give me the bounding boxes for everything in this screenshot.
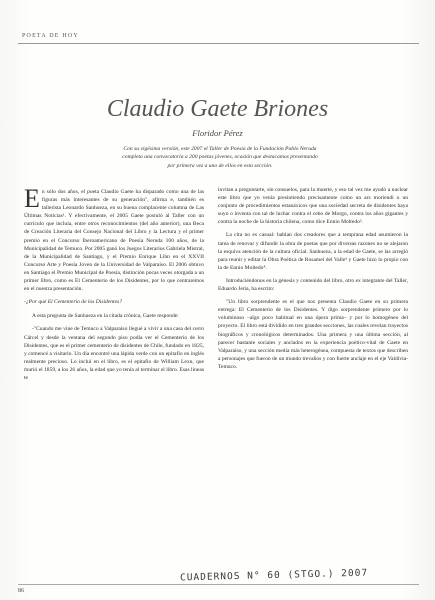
paragraph: -"Cuando me vine de Temuco a Valparaíso llegué a vivir a una casa del cerro Cárcel y desde la ventana del segundo piso podía ver el Cementerio de los Disidentes, que es el primer cementerio de disidentes de Chile, fundado en 1825, y comencé a visitarlo. Un día encontré una lápida verde con un epitafio en inglés realmente precioso. Lo incluí en el libro, es el epitafio de William Lexn, que murió el 1859, a los 26 años, la edad que yo tenía al terminar el libro. Esas lineas te — [24, 326, 204, 381]
section-header: POETA DE HOY — [22, 33, 79, 39]
left-column — [24, 184, 204, 387]
paragraph: "Un libro sorprendente es el que nos presenta Claudio Gaete en su primera entrega: El Cementerio de los Disidentes. Y digo sorprendente primero por lo voluminoso –algo poco habitual en una ópera prima– y por lo homogéneo del proyecto. El libro está dividido en tres grandes secciones, las cuales revelan trayectos biográficos y cronológicos determinados. Una primera y una última sección, al parecer bastante sociales y anclados en la experiencia poético-vital de Gaete en Valparaíso, y una sección media más heterogénea, compuesta de textos que describen a personajes que fueron de un mundo trevaños y con fuerte anclaje en el eje Valdivia-Temuco. — [218, 299, 408, 370]
article-title: Claudio Gaete Briones — [106, 96, 329, 122]
paragraph — [24, 184, 204, 293]
header-divider — [18, 43, 419, 44]
question: -¿Por qué El Cementerio de los Disidentes? — [24, 299, 122, 306]
paragraph: Introduciéndonos en la génesis y contenido del libro, otro ex integrante del Taller, Eduardo Jeria, ha escrito: — [218, 277, 408, 293]
paragraph: invitan a preguntarte, sin consuelos, para la muerte, y eso tal vez me ayudó a nuclear este libro que yo venía presintiendo precisamente como un ars moriendi o un conjunto de procedimientos estanáxicos que una sociedad secreta de disidentes haya suyo o inventa con tal de luchar contra el cebo de Morgo, contra los años gigantes y contra la noche de la historia chilena, como dice Ennio Moltedo². — [218, 187, 408, 226]
paragraph: A esta pregunta de Sanhueza en la citada crónica, Gaete responde: — [32, 313, 179, 320]
paragraph: La cita no es casual: hablan dos creadores que a temprana edad asumieron la tarea de renovar y difundir la obra de poetas que por diversas razones no se alejaron la esquiva atención de la cultura oficial. Sanhueza, a la edad de Gaete, se las arregló para reunir y editar la Obra Poética de Rosamel del Valle³ y Gaete hizo lo propio con la de Ennio Moltedo⁴. — [218, 232, 408, 271]
right-column — [218, 186, 408, 376]
page-number: 86 — [18, 588, 24, 594]
article-author: Floridor Pérez — [192, 128, 243, 138]
drop-cap: E — [24, 184, 40, 213]
article-intro: Con su vigésima versión, este 2007 el Taller de Poesía de la Fundación Pablo Neruda completa una convocatoria a 200 poetas jóvenes, ocasión que destacamos presentando por primera vez a uno de ellos en esta sección. — [122, 146, 318, 169]
footer-divider — [18, 584, 419, 585]
paragraph-text: n sólo dos años, el poeta Claudio Gaete ha disparado como una de las figuras más interesantes de su generación", afirma e, también es tallerista Leonardo Sanhueza, en su buena complacente columna de Las Últimas Noticias¹. Y efectivamente, el 2005 Gaete postuló al Taller con un currículo que incluía, entre otros reconocimientos (del año anterior), una Beca de Creación Literaria del Consejo Nacional del Libro y la Lectura y el primer premio en el Concurso Iberoamericano de Poesía Neruda 100 años, de la Municipalidad de Temuco. Por 2005 ganó los Juegos Literarios Gabriela Mistral, de la Municipalidad de Santiago, y el Premio Enrique Lihn en el XXVII Concurso Arte y Poesía Joven de la Universidad de Valparaíso. El 2006 obtuvo en Santiago el Premio Municipal de Poesía, distinción pocas veces otorgada a un primer libro, como es El Cementerio de los Disidentes, por lo que centraremos en el nuestra presentación. — [24, 189, 204, 293]
handwritten-note: CUADERNOS N° 60 (STGO.) 2007 — [179, 567, 369, 584]
